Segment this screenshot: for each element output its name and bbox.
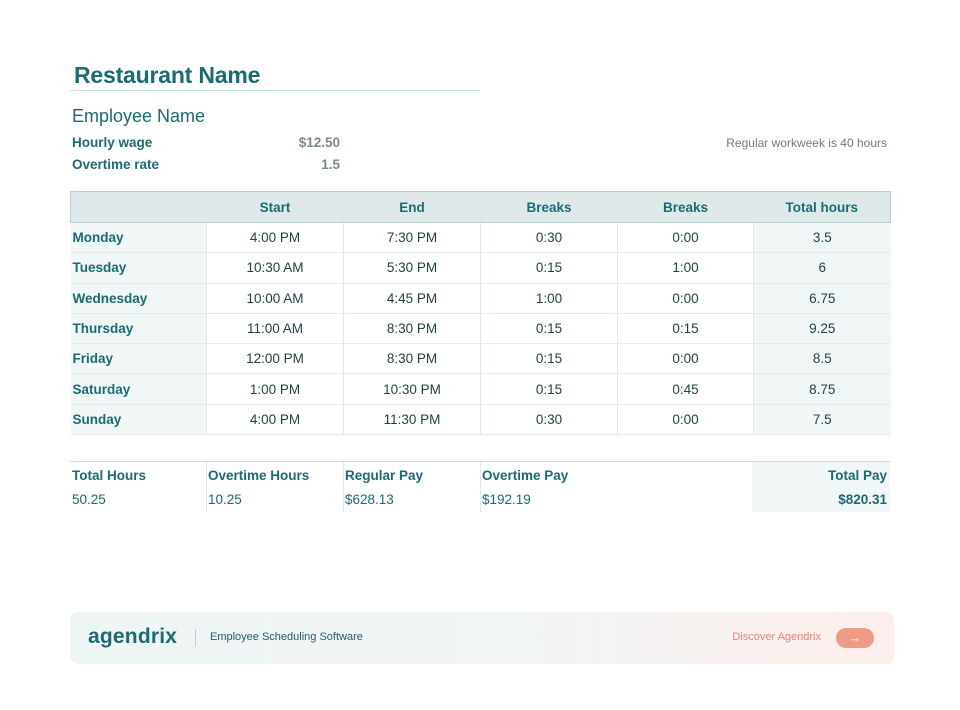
overtime-rate-value: 1.5 [321, 157, 340, 172]
end-cell[interactable]: 7:30 PM [344, 223, 481, 253]
breaks-cell[interactable]: 0:30 [481, 223, 618, 253]
total-hours-cell: 3.5 [754, 223, 891, 253]
breaks-cell[interactable]: 1:00 [618, 253, 754, 283]
start-cell[interactable]: 4:00 PM [207, 223, 344, 253]
footer-banner [70, 612, 894, 664]
column-header-total-hours: Total hours [754, 192, 891, 223]
breaks-cell[interactable]: 1:00 [481, 283, 618, 313]
end-cell[interactable]: 8:30 PM [344, 313, 481, 343]
total-hours-value: 50.25 [72, 492, 106, 507]
total-hours-cell: 8.5 [754, 344, 891, 374]
total-hours-summary [70, 462, 206, 512]
start-cell[interactable]: 10:00 AM [207, 283, 344, 313]
column-header-start: Start [207, 192, 344, 223]
regular-pay-label: Regular Pay [345, 468, 424, 483]
end-cell[interactable]: 11:30 PM [344, 404, 481, 434]
column-header-breaks: Breaks [481, 192, 618, 223]
footer-tagline: Employee Scheduling Software [210, 631, 363, 643]
end-cell[interactable]: 10:30 PM [344, 374, 481, 404]
title-divider [70, 90, 480, 91]
breaks-cell[interactable]: 0:00 [618, 344, 754, 374]
breaks-cell[interactable]: 0:00 [618, 223, 754, 253]
table-row [71, 374, 891, 404]
breaks-cell[interactable]: 0:45 [618, 374, 754, 404]
start-cell[interactable]: 12:00 PM [207, 344, 344, 374]
day-cell: Sunday [71, 404, 207, 434]
day-cell: Wednesday [71, 283, 207, 313]
day-cell: Monday [71, 223, 207, 253]
table-row [71, 313, 891, 343]
column-header-end: End [344, 192, 481, 223]
table-row [71, 404, 891, 434]
schedule-header-row [71, 192, 891, 223]
day-cell: Tuesday [71, 253, 207, 283]
total-hours-cell: 6 [754, 253, 891, 283]
overtime-pay-summary [480, 462, 680, 512]
total-hours-cell: 8.75 [754, 374, 891, 404]
table-row [71, 283, 891, 313]
overtime-hours-summary [206, 462, 343, 512]
breaks-cell[interactable]: 0:30 [481, 404, 618, 434]
start-cell[interactable]: 10:30 AM [207, 253, 344, 283]
schedule-table [70, 191, 891, 435]
column-header-day [71, 192, 207, 223]
breaks-cell[interactable]: 0:15 [481, 313, 618, 343]
start-cell[interactable]: 1:00 PM [207, 374, 344, 404]
start-cell[interactable]: 4:00 PM [207, 404, 344, 434]
footer-divider [195, 629, 196, 647]
end-cell[interactable]: 4:45 PM [344, 283, 481, 313]
start-cell[interactable]: 11:00 AM [207, 313, 344, 343]
hourly-wage-label: Hourly wage [72, 135, 153, 150]
breaks-cell[interactable]: 0:15 [481, 374, 618, 404]
total-hours-cell: 7.5 [754, 404, 891, 434]
column-header-breaks-2: Breaks [618, 192, 754, 223]
end-cell[interactable]: 5:30 PM [344, 253, 481, 283]
total-hours-cell: 6.75 [754, 283, 891, 313]
table-row [71, 223, 891, 253]
workweek-note: Regular workweek is 40 hours [726, 136, 887, 150]
restaurant-name: Restaurant Name [74, 62, 261, 88]
arrow-right-icon[interactable]: → [836, 628, 874, 648]
breaks-cell[interactable]: 0:15 [481, 253, 618, 283]
table-row [71, 253, 891, 283]
overtime-pay-value: $192.19 [482, 492, 531, 507]
total-hours-label: Total Hours [72, 468, 146, 483]
end-cell[interactable]: 8:30 PM [344, 344, 481, 374]
breaks-cell[interactable]: 0:00 [618, 404, 754, 434]
total-pay-summary [752, 462, 890, 512]
day-cell: Saturday [71, 374, 207, 404]
breaks-cell[interactable]: 0:15 [481, 344, 618, 374]
breaks-cell[interactable]: 0:15 [618, 313, 754, 343]
total-pay-value: $820.31 [838, 492, 887, 507]
employee-name: Employee Name [72, 106, 206, 126]
overtime-pay-label: Overtime Pay [482, 468, 569, 483]
regular-pay-summary [343, 462, 480, 512]
pay-summary [70, 461, 890, 512]
day-cell: Friday [71, 344, 207, 374]
table-row [71, 344, 891, 374]
agendrix-logo[interactable]: agendrix [88, 625, 178, 648]
breaks-cell[interactable]: 0:00 [618, 283, 754, 313]
total-hours-cell: 9.25 [754, 313, 891, 343]
overtime-hours-value: 10.25 [208, 492, 242, 507]
overtime-rate-label: Overtime rate [72, 157, 160, 172]
overtime-hours-label: Overtime Hours [208, 468, 310, 483]
regular-pay-value: $628.13 [345, 492, 394, 507]
total-pay-label: Total Pay [827, 468, 887, 483]
day-cell: Thursday [71, 313, 207, 343]
hourly-wage-value: $12.50 [298, 135, 340, 150]
discover-agendrix-link[interactable]: Discover Agendrix [732, 631, 821, 643]
